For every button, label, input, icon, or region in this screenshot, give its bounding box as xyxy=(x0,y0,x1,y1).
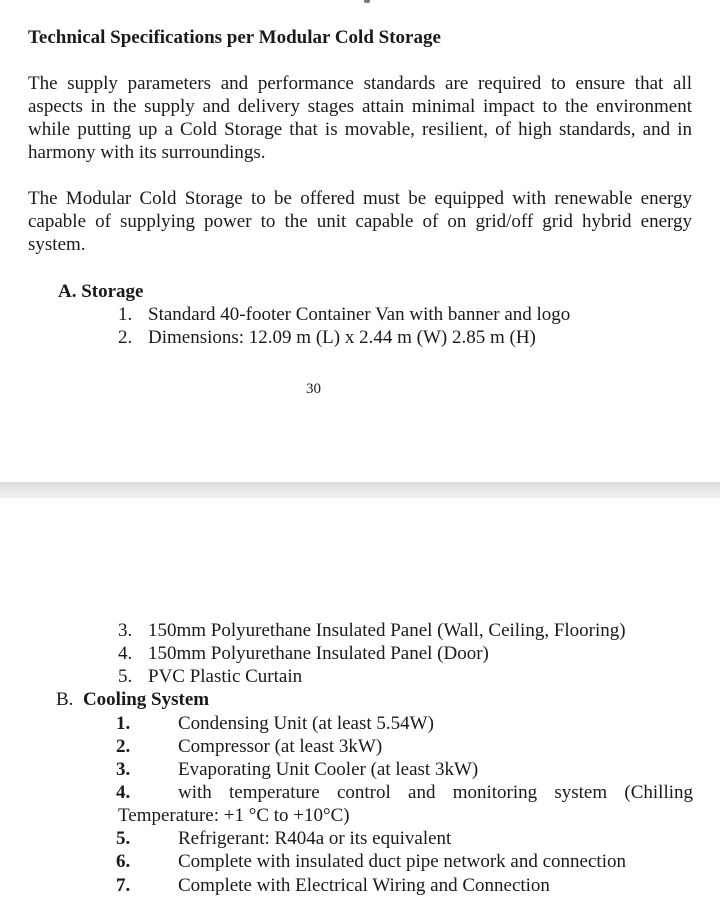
list-item-text: Condensing Unit (at least 5.54W) xyxy=(178,713,434,734)
energy-paragraph: The Modular Cold Storage to be offered must be equipped with renewable energy capable of supplying power to the unit capable of on grid/off grid hybrid energy system. xyxy=(28,188,692,255)
list-item-number: 7. xyxy=(116,875,131,896)
page-separator xyxy=(0,482,720,498)
list-item-text-continuation: Temperature: +1 °C to +10°C) xyxy=(118,805,350,826)
list-item-text: Standard 40-footer Container Van with banner and logo xyxy=(148,304,571,325)
list-item-number: 5. xyxy=(118,666,133,687)
list-item-number: 3. xyxy=(118,620,133,641)
list-item-text: Dimensions: 12.09 m (L) x 2.44 m (W) 2.85 m (H) xyxy=(148,327,536,348)
section-b-label: Cooling System xyxy=(82,689,210,710)
section-a-title: A. Storage xyxy=(58,281,144,302)
intro-paragraph: The supply parameters and performance standards are required to ensure that all aspects in the supply and delivery stages attain minimal impact to the environment while putting up a Cold Storage that is movable, resilient, of high standards, and in harmony with its surroundings. xyxy=(28,73,692,163)
list-item-text: Evaporating Unit Cooler (at least 3kW) xyxy=(178,759,479,780)
page-number: 30 xyxy=(306,381,321,397)
list-item-text: 150mm Polyurethane Insulated Panel (Door) xyxy=(148,643,489,664)
list-item-number: 3. xyxy=(116,759,131,780)
list-item-text: with temperature control and monitoring system (Chilling xyxy=(178,782,693,803)
list-item-number: 4. xyxy=(116,782,131,803)
list-item-number: 2. xyxy=(116,736,131,757)
list-item-text: Compressor (at least 3kW) xyxy=(178,736,383,757)
page-cut-mark xyxy=(364,0,370,3)
list-item-number: 1. xyxy=(116,713,131,734)
list-item-text: Complete with Electrical Wiring and Connection xyxy=(178,875,550,896)
section-b-letter: B. xyxy=(56,689,74,710)
list-item-number: 4. xyxy=(118,643,133,664)
list-item-number: 2. xyxy=(118,327,133,348)
list-item-text: Complete with insulated duct pipe network and connection xyxy=(178,851,626,872)
list-item-text: PVC Plastic Curtain xyxy=(148,666,303,687)
document-heading: Technical Specifications per Modular Cold Storage xyxy=(28,27,441,48)
list-item-number: 6. xyxy=(116,851,131,872)
list-item-text: 150mm Polyurethane Insulated Panel (Wall, Ceiling, Flooring) xyxy=(148,620,626,641)
list-item-number: 1. xyxy=(118,304,133,325)
list-item-text: Refrigerant: R404a or its equivalent xyxy=(178,828,452,849)
section-b-title xyxy=(56,688,209,711)
list-item-number: 5. xyxy=(116,828,131,849)
